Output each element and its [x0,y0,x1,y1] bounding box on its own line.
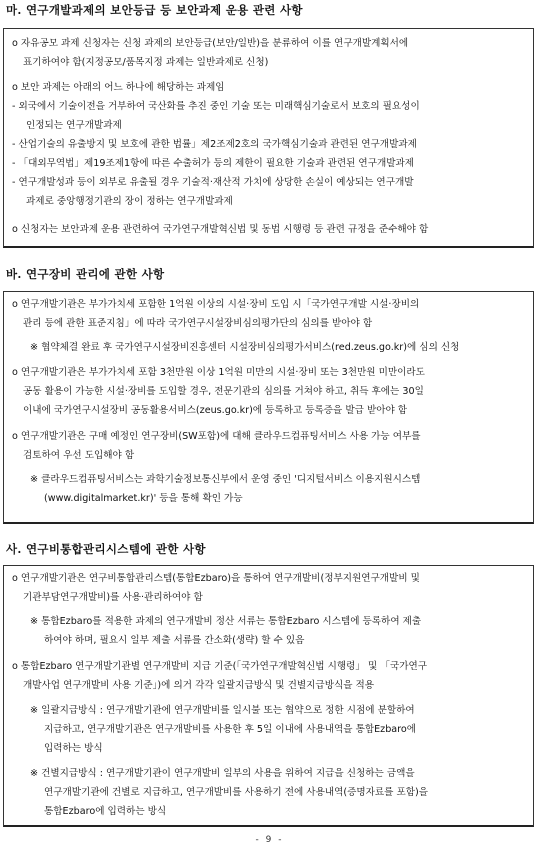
text-line: ※ 일괄지급방식 : 연구개발기관에 연구개발비를 일시불 또는 협약으로 정한 시점에 분할하여 [30,705,415,716]
section-ma-box [3,28,534,248]
text-line: o 보안 과제는 아래의 어느 하나에 해당하는 과제임 [12,82,225,93]
text-line: 통합Ezbaro에 입력하는 방식 [44,806,167,817]
section-ba-box [3,291,534,524]
text-line: o 자유공모 과제 신청자는 신청 과제의 보안등급(보안/일반)을 분류하여 이를 연구개발계획서에 [12,38,409,49]
text-line: 하여야 하며, 필요시 일부 제출 서류를 간소화(생략) 할 수 있음 [44,635,305,646]
text-line: - 외국에서 기술이전을 거부하여 국산화를 추진 중인 기술 또는 미래핵심기술로서 보호의 필요성이 [12,101,420,112]
text-line: (www.digitalmarket.kr)' 등을 통해 확인 가능 [44,493,243,504]
text-line: - 산업기술의 유출방지 및 보호에 관한 법률」제2조제2호의 국가핵심기술과 관련된 연구개발과제 [12,139,417,150]
text-line: 표기하여야 함(지정공모/품목지정 과제는 일반과제로 신청) [23,57,269,68]
text-line: ※ 통합Ezbaro를 적용한 과제의 연구개발비 정산 서류는 통합Ezbaro 시스템에 등록하여 제출 [30,616,422,627]
text-line: 공동 활용이 가능한 시설·장비를 도입할 경우, 전문기관의 심의를 거쳐야 하고, 취득 후에는 30일 [23,386,424,397]
text-line: o 연구개발기관은 부가가치세 포함 3천만원 이상 1억원 미만의 시설·장비 또는 3천만원 미만이라도 [12,367,425,378]
text-line: 개발사업 연구개발비 사용 기준」)에 의거 각각 일괄지급방식 및 건별지급방식을 적용 [23,680,375,691]
section-ma-heading: 마. 연구개발과제의 보안등급 등 보안과제 운용 관련 사항 [6,3,303,17]
text-line: ※ 클라우드컴퓨팅서비스는 과학기술정보통신부에서 운영 중인 '디지털서비스 이용지원시스템 [30,474,421,485]
text-line: 검토하여 우선 도입해야 함 [23,450,135,461]
text-line: ※ 협약체결 완료 후 국가연구시설장비진흥센터 시설장비심의평가서비스(red.zeus.go.kr)에 심의 신청 [30,342,460,353]
section-sa-box [3,565,534,827]
text-line: 지급하고, 연구개발기관은 연구개발비를 사용한 후 5일 이내에 사용내역을 통합Ezbaro에 [44,724,417,735]
section-sa-heading: 사. 연구비통합관리시스템에 관한 사항 [6,542,206,556]
page-number: - 9 - [255,835,284,845]
text-line: 관리 등에 관한 표준지침」에 따라 국가연구시설장비심의평가단의 심의를 받아야 함 [23,318,373,329]
text-line: o 연구개발기관은 구매 예정인 연구장비(SW포함)에 대해 클라우드컴퓨팅서비스 사용 가능 여부를 [12,431,421,442]
text-line: 연구개발기관에 건별로 지급하고, 연구개발비를 사용하기 전에 사용내역(증명자료를 포함)을 [44,787,429,798]
text-line: 기관부담연구개발비)를 사용·관리하여야 함 [23,592,203,603]
section-ba-heading: 바. 연구장비 관리에 관한 사항 [6,267,165,281]
text-line: - 연구개발성과 등이 외부로 유출될 경우 기술적·재산적 가치에 상당한 손실이 예상되는 연구개발 [12,177,414,188]
text-line: o 통합Ezbaro 연구개발기관별 연구개발비 지급 기준(「국가연구개발혁신법 시행령」 및 「국가연구 [12,661,428,672]
text-line: 입력하는 방식 [44,743,103,754]
text-line: 과제로 중앙행정기관의 장이 정하는 연구개발과제 [26,196,233,207]
text-line: o 연구개발기관은 연구비통합관리스템(통합Ezbaro)을 통하여 연구개발비(정부지원연구개발비 및 [12,573,420,584]
text-line: o 신청자는 보안과제 운용 관련하여 국가연구개발혁신법 및 동법 시행령 등 관련 규정을 준수해야 함 [12,224,429,235]
text-line: 이내에 국가연구시설장비 공동활용서비스(zeus.go.kr)에 등록하고 등록증을 발급 받아야 함 [23,405,408,416]
text-line: o 연구개발기관은 부가가치세 포함한 1억원 이상의 시설·장비 도입 시「국가연구개발 시설·장비의 [12,299,420,310]
text-line: - 「대외무역법」제19조제1항에 따른 수출허가 등의 제한이 필요한 기술과 관련된 연구개발과제 [12,158,415,169]
text-line: ※ 건별지급방식 : 연구개발기관이 연구개발비 일부의 사용을 위하여 지급을 신청하는 금액을 [30,768,415,779]
text-line: 인정되는 연구개발과제 [26,120,122,131]
